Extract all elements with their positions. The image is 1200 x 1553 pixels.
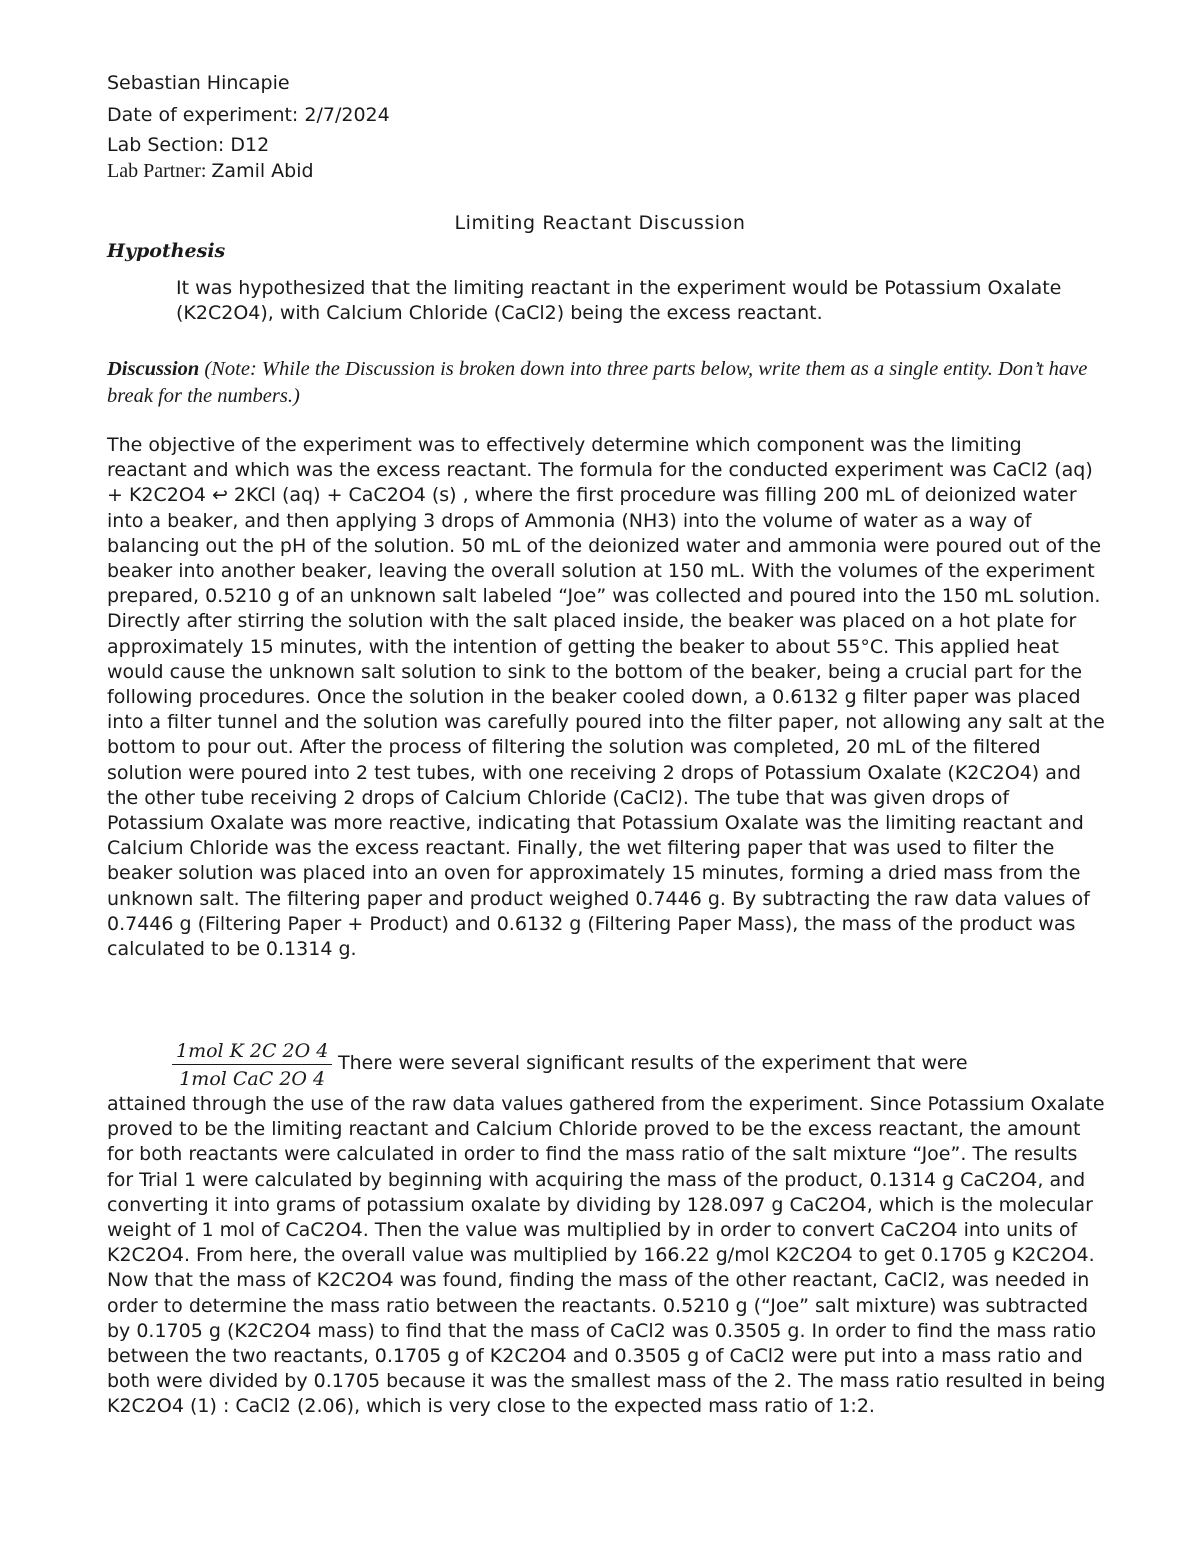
document-title: Limiting Reactant Discussion [454,212,746,234]
experiment-date: Date of experiment: 2/7/2024 [107,104,390,126]
lab-partner-label: Lab Partner: [107,160,207,182]
discussion-heading-label: Discussion [107,358,200,380]
lab-partner [107,160,314,183]
author-name: Sebastian Hincapie [107,72,290,94]
hypothesis-heading: Hypothesis [107,240,226,262]
discussion-lead-in: There were several significant results of the experiment that were [338,1052,968,1074]
discussion-note: (Note: While the Discussion is broken down into three parts below, write them as a single entity. Don’t have break for the numbers.) [107,358,1088,407]
mole-ratio-fraction [172,1040,332,1090]
fraction-numerator: 1mol K 2C 2O 4 [172,1040,332,1065]
discussion-paragraph-2: attained through the use of the raw data values gathered from the experiment. Since Potassium Oxalate proved to be the limiting reactant and Calcium Chloride proved to be the excess reactant, the amount for both reactants were calculated in order to find the mass ratio of the salt mixture “Joe”. The results for Trial 1 were calculated by beginning with acquiring the mass of the product, 0.1314 g CaC2O4, and converting it into grams of potassium oxalate by dividing by 128.097 g CaC2O4, which is the molecular weight of 1 mol of CaC2O4. Then the value was multiplied by in order to convert CaC2O4 into units of K2C2O4. From here, the overall value was multiplied by 166.22 g/mol K2C2O4 to get 0.1705 g K2C2O4. Now that the mass of K2C2O4 was found, finding the mass of the other reactant, CaCl2, was needed in order to determine the mass ratio between the reactants. 0.5210 g (“Joe” salt mixture) was subtracted by 0.1705 g (K2C2O4 mass) to find that the mass of CaCl2 was 0.3505 g. In order to find the mass ratio between the two reactants, 0.1705 g of K2C2O4 and 0.3505 g of CaCl2 were put into a mass ratio and both were divided by 0.1705 because it was the smallest mass of the 2. The mass ratio resulted in being K2C2O4 (1) : CaCl2 (2.06), which is very close to the expected mass ratio of 1:2. [107,1093,1106,1418]
lab-section: Lab Section: D12 [107,134,270,156]
discussion-paragraph-1: The objective of the experiment was to effectively determine which component was the limiting reactant and which was the excess reactant. The formula for the conducted experiment was CaCl2 (aq) + K2C2O4 ↩ 2KCl (aq) + CaC2O4 (s) , where the first procedure was filling 200 mL of deionized water into a beaker, and then applying 3 drops of Ammonia (NH3) into the volume of water as a way of balancing out the pH of the solution. 50 mL of the deionized water and ammonia were poured out of the beaker into another beaker, leaving the overall solution at 150 mL. With the volumes of the experiment prepared, 0.5210 g of an unknown salt labeled “Joe” was collected and poured into the 150 mL solution. Directly after stirring the solution with the salt placed inside, the beaker was placed on a hot plate for approximately 15 minutes, with the intention of getting the beaker to about 55°C. This applied heat would cause the unknown salt solution to sink to the bottom of the beaker, being a crucial part for the following procedures. Once the solution in the beaker cooled down, a 0.6132 g filter paper was placed into a filter tunnel and the solution was carefully poured into the filter paper, not allowing any salt at the bottom to pour out. After the process of filtering the solution was completed, 20 mL of the filtered solution were poured into 2 test tubes, with one receiving 2 drops of Potassium Oxalate (K2C2O4) and the other tube receiving 2 drops of Calcium Chloride (CaCl2). The tube that was given drops of Potassium Oxalate was more reactive, indicating that Potassium Oxalate was the limiting reactant and Calcium Chloride was the excess reactant. Finally, the wet filtering paper that was used to filter the beaker solution was placed into an oven for approximately 15 minutes, forming a dried mass from the unknown salt. The filtering paper and product weighed 0.7446 g. By subtracting the raw data values of 0.7446 g (Filtering Paper + Product) and 0.6132 g (Filtering Paper Mass), the mass of the product was calculated to be 0.1314 g. [107,434,1105,961]
fraction-denominator: 1mol CaC 2O 4 [179,1068,326,1090]
discussion-heading [107,356,1107,410]
lab-partner-name: Zamil Abid [211,160,314,182]
hypothesis-text: It was hypothesized that the limiting reactant in the experiment would be Potassium Oxalate (K2C2O4), with Calcium Chloride (CaCl2) being the excess reactant. [176,277,1062,324]
